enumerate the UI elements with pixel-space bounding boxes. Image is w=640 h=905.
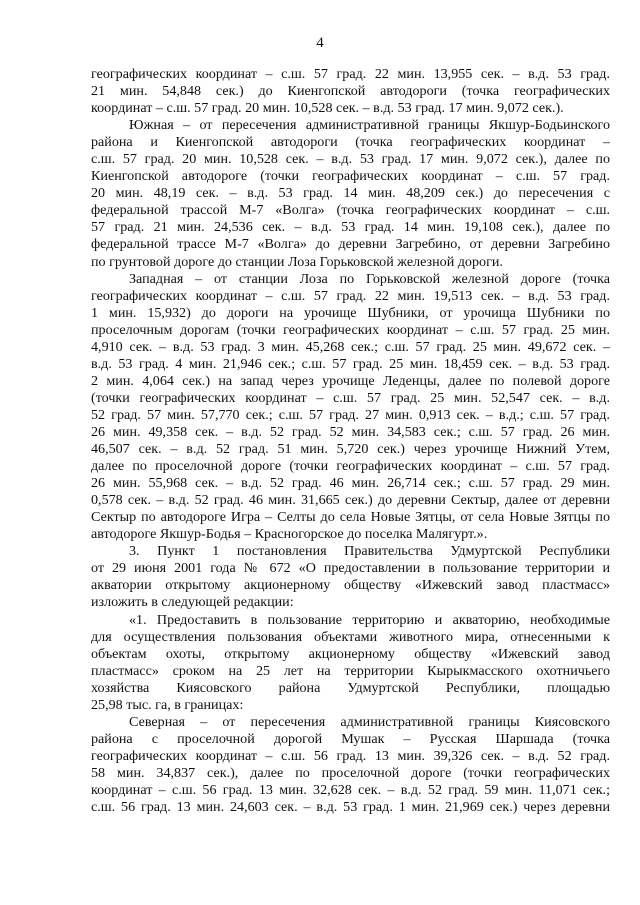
text-line: 25,98 тыс. га, в границах:	[91, 696, 244, 713]
text-line: пластмасс» сроком на 25 лет на территории Кырыкмасского охотничьего	[91, 662, 610, 679]
text-line: Сектыр по автодороге Игра – Селты до села Новые Зятцы, от села Новые Зятцы по	[91, 509, 610, 526]
text-line: Северная – от пересечения административной границы Киясовского	[129, 713, 610, 730]
text-line: 1 мин. 15,932) до дороги на урочище Шубники, от урочища Шубники по	[91, 304, 610, 321]
text-line: 58 мин. 34,837 сек.), далее по проселочной дороге (точки географических	[91, 764, 610, 781]
text-line: Западная – от станции Лоза по Горьковской железной дороге (точка	[129, 270, 610, 287]
text-line: автодороге Якшур-Бодья – Красногорское до поселка Малягурт.».	[91, 526, 488, 543]
text-line: 20 мин. 48,19 сек. – в.д. 53 град. 14 мин. 48,209 сек.) до пересечения с	[91, 185, 610, 202]
text-line: географических координат – с.ш. 57 град. 22 мин. 13,955 сек. – в.д. 53 град.	[91, 66, 610, 82]
text-line: проселочным дорогам (точки географических координат – с.ш. 57 град. 25 мин.	[91, 321, 610, 338]
text-line: района с проселочной дорогой Мушак – Русская Шаршада (точка	[91, 730, 610, 747]
text-line: 21 мин. 54,848 сек.) до Киенгопской автодороги (точка географических	[91, 83, 610, 100]
text-line: географических координат – с.ш. 57 град. 22 мин. 19,513 сек. – в.д. 53 град.	[91, 287, 610, 304]
text-line: района и Киенгопской автодороги (точка географических координат –	[91, 134, 610, 151]
text-line: 57 град. 21 мин. 24,536 сек. – в.д. 53 град. 14 мин. 19,108 сек.), далее по	[91, 219, 610, 236]
text-line: 52 град. 57 мин. 57,770 сек.; с.ш. 57 град. 27 мин. 0,913 сек. – в.д.; с.ш. 57 град.	[91, 406, 610, 423]
text-line: 26 мин. 49,358 сек. – в.д. 52 град. 52 мин. 34,583 сек.; с.ш. 57 град. 26 мин.	[91, 423, 610, 440]
text-line: «1. Предоставить в пользование территорию и акваторию, необходимые	[129, 611, 610, 628]
text-line: акватории открытому акционерному обществу «Ижевский завод пластмасс»	[91, 577, 610, 594]
text-line: 3. Пункт 1 постановления Правительства Удмуртской Республики	[129, 543, 610, 560]
text-line: федеральной трассе М-7 «Волга» до деревни Загребино, от деревни Загребино	[91, 236, 610, 253]
text-line: от 29 июня 2001 года № 672 «О предоставлении в пользование территории и	[91, 560, 610, 577]
text-line: 46,507 сек. – в.д. 52 град. 51 мин. 5,720 сек.) через урочище Нижний Утем,	[91, 441, 610, 458]
document-body	[91, 66, 610, 816]
text-line: для осуществления пользования объектами животного мира, отнесенными к	[91, 628, 610, 645]
text-line: Киенгопской автодороге (точки географических координат – с.ш. 57 град.	[91, 168, 610, 185]
text-line: географических координат – с.ш. 56 град. 13 мин. 39,326 сек. – в.д. 52 град.	[91, 747, 610, 764]
text-line: 4,910 сек. – в.д. 53 град. 3 мин. 45,268 сек.; с.ш. 57 град. 25 мин. 49,672 сек. –	[91, 338, 610, 355]
text-line: координат – с.ш. 56 град. 13 мин. 32,628 сек. – в.д. 52 град. 59 мин. 11,071 сек.;	[91, 781, 610, 798]
text-line: в.д. 53 град. 4 мин. 21,946 сек.; с.ш. 57 град. 25 мин. 18,459 сек. – в.д. 53 град.	[91, 355, 610, 372]
text-line: с.ш. 57 град. 20 мин. 10,528 сек. – в.д. 53 град. 17 мин. 9,072 сек.), далее по	[91, 151, 610, 168]
text-line: далее по проселочной дороге (точки географических координат – с.ш. 57 град.	[91, 458, 610, 475]
text-line: Южная – от пересечения административной границы Якшур-Бодьинского	[129, 117, 610, 134]
text-line: с.ш. 56 град. 13 мин. 24,603 сек. – в.д. 53 град. 1 мин. 21,969 сек.) через деревни	[91, 799, 610, 816]
text-line: координат – с.ш. 57 град. 20 мин. 10,528 сек. – в.д. 53 град. 17 мин. 9,072 сек.).	[91, 100, 564, 117]
text-line: 26 мин. 55,968 сек. – в.д. 52 град. 46 мин. 26,714 сек.; с.ш. 57 град. 29 мин.	[91, 475, 610, 492]
text-line: хозяйства Киясовского района Удмуртской Республики, площадью	[91, 679, 610, 696]
text-line: 2 мин. 4,064 сек.) на запад через урочище Леденцы, далее по полевой дороге	[91, 372, 610, 389]
page-number: 4	[316, 35, 324, 51]
text-line: (точки географических координат – с.ш. 57 град. 25 мин. 52,547 сек. – в.д.	[91, 389, 610, 406]
text-line: по грунтовой дороге до станции Лоза Горьковской железной дороги.	[91, 253, 503, 270]
text-line: объектам охоты, открытому акционерному обществу «Ижевский завод	[91, 645, 610, 662]
text-line: 0,578 сек. – в.д. 52 град. 46 мин. 31,665 сек.) до деревни Сектыр, далее от деревни	[91, 492, 610, 509]
text-line: федеральной трассой М-7 «Волга» (точка географических координат – с.ш.	[91, 202, 610, 219]
text-line: изложить в следующей редакции:	[91, 594, 294, 611]
